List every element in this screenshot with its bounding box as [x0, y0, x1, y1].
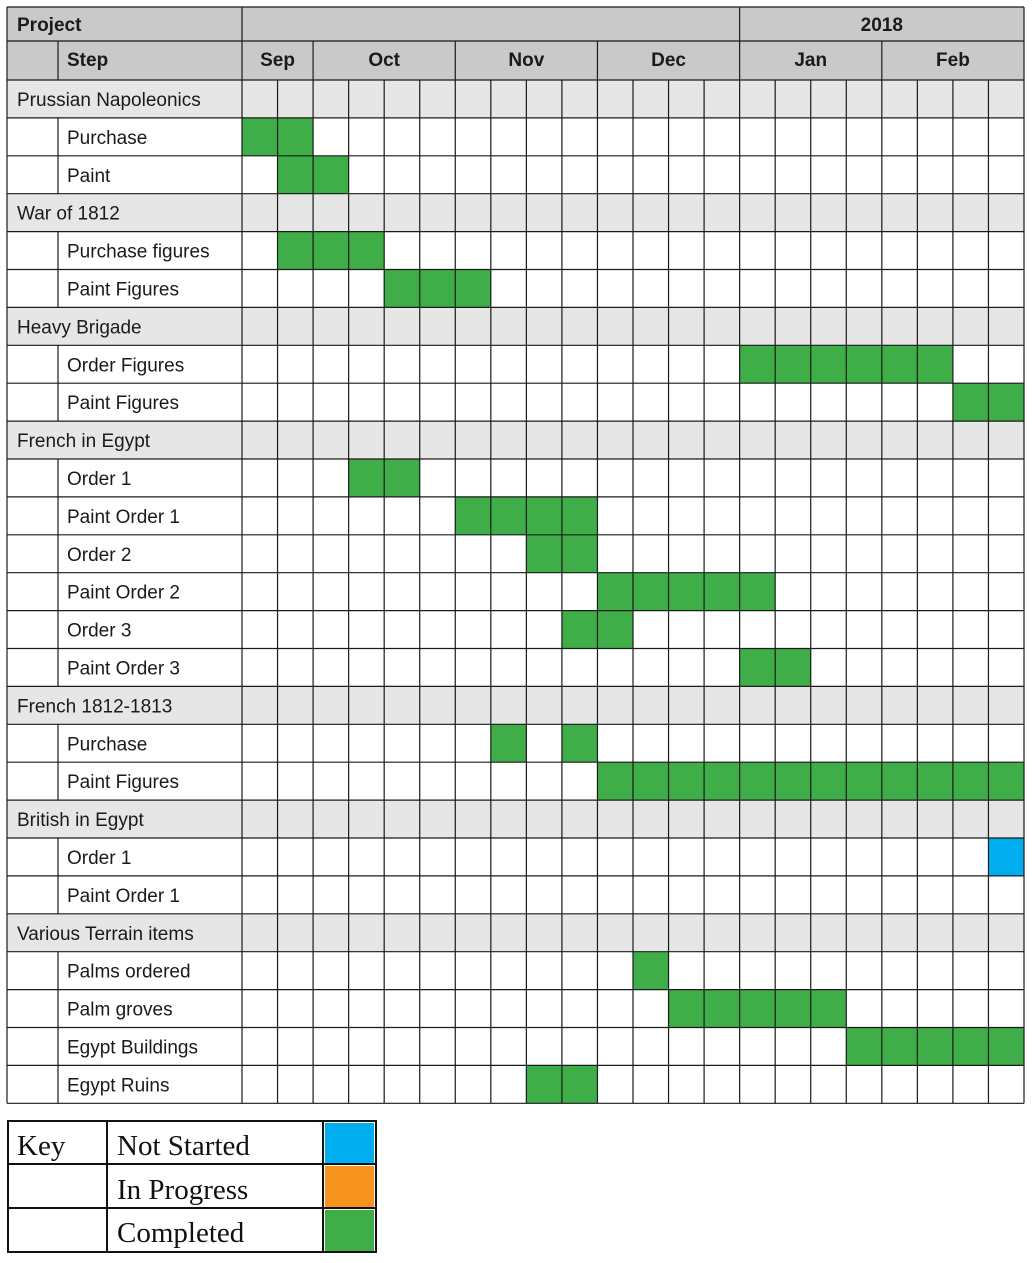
task-cell-completed [455, 497, 491, 535]
key-label-in-progress: In Progress [117, 1174, 249, 1206]
task-cell-completed [562, 1065, 598, 1103]
step-name: Paint [67, 165, 111, 187]
month-label: Nov [508, 50, 545, 71]
step-name: Paint Order 2 [67, 582, 180, 604]
step-name: Order 3 [67, 620, 132, 642]
task-cell-completed [491, 497, 527, 535]
project-name: French 1812-1813 [17, 696, 173, 718]
task-cell-completed [278, 118, 314, 156]
task-cell-completed [811, 762, 847, 800]
task-cell-completed [953, 1028, 989, 1066]
step-name: Order 1 [67, 847, 132, 869]
project-name: French in Egypt [17, 431, 151, 453]
task-cell-completed [526, 497, 562, 535]
task-cell-completed [917, 1028, 953, 1066]
project-name: Various Terrain items [17, 923, 194, 945]
task-cell-completed [562, 611, 598, 649]
step-name: Paint Order 3 [67, 658, 180, 680]
task-cell-completed [846, 1028, 882, 1066]
task-cell-completed [775, 990, 811, 1028]
task-cell-completed [953, 383, 989, 421]
task-cell-completed [384, 270, 420, 308]
step-name: Order Figures [67, 355, 185, 377]
task-cell-completed [669, 573, 705, 611]
task-cell-completed [882, 1028, 918, 1066]
task-cell-completed [988, 1028, 1024, 1066]
project-row-background [7, 421, 1024, 459]
task-cell-completed [526, 1065, 562, 1103]
step-name: Purchase [67, 734, 148, 756]
task-cell-completed [740, 649, 776, 687]
task-cell-not-started [988, 838, 1024, 876]
task-cell-completed [775, 649, 811, 687]
task-cell-completed [988, 383, 1024, 421]
step-name: Egypt Ruins [67, 1075, 170, 1097]
step-header: Step [67, 50, 109, 71]
task-cell-completed [740, 345, 776, 383]
task-cell-completed [455, 270, 491, 308]
task-cell-completed [740, 762, 776, 800]
step-name: Paint Figures [67, 279, 179, 301]
step-name: Paint Order 1 [67, 885, 180, 907]
task-cell-completed [242, 118, 278, 156]
task-cell-completed [349, 232, 385, 270]
task-cell-completed [882, 762, 918, 800]
project-name: Heavy Brigade [17, 317, 142, 339]
step-name: Palm groves [67, 999, 173, 1021]
task-cell-completed [278, 156, 314, 194]
task-cell-completed [882, 345, 918, 383]
month-label: Sep [260, 50, 295, 71]
project-row-background [7, 800, 1024, 838]
step-name: Purchase [67, 127, 148, 149]
task-cell-completed [597, 762, 633, 800]
task-cell-completed [917, 345, 953, 383]
project-name: Prussian Napoleonics [17, 89, 201, 111]
task-cell-completed [775, 762, 811, 800]
task-cell-completed [811, 990, 847, 1028]
key-label-not-started: Not Started [117, 1130, 250, 1162]
task-cell-completed [669, 762, 705, 800]
key-swatch-completed [325, 1210, 374, 1251]
key-title: Key [17, 1130, 66, 1162]
task-cell-completed [420, 270, 456, 308]
task-cell-completed [313, 156, 349, 194]
task-cell-completed [562, 497, 598, 535]
task-cell-completed [704, 573, 740, 611]
step-name: Palms ordered [67, 961, 191, 983]
month-label: Feb [936, 50, 970, 71]
task-cell-completed [278, 232, 314, 270]
year-label: 2018 [860, 15, 903, 36]
task-cell-completed [953, 762, 989, 800]
step-name: Order 2 [67, 544, 132, 566]
step-name: Paint Order 1 [67, 506, 180, 528]
step-name: Purchase figures [67, 241, 210, 263]
key-label-completed: Completed [117, 1217, 245, 1249]
step-name: Egypt Buildings [67, 1037, 198, 1059]
task-cell-completed [846, 762, 882, 800]
key-swatch-not-started [325, 1123, 374, 1163]
task-cell-completed [384, 459, 420, 497]
task-cell-completed [597, 611, 633, 649]
project-header: Project [17, 15, 82, 36]
task-cell-completed [349, 459, 385, 497]
legend-key [7, 1120, 377, 1253]
task-cell-completed [846, 345, 882, 383]
task-cell-completed [811, 345, 847, 383]
task-cell-completed [633, 762, 669, 800]
task-cell-completed [491, 724, 527, 762]
task-cell-completed [669, 990, 705, 1028]
task-cell-completed [704, 762, 740, 800]
project-name: War of 1812 [17, 203, 120, 225]
project-row-background [7, 307, 1024, 345]
task-cell-completed [988, 762, 1024, 800]
month-label: Oct [368, 50, 401, 71]
month-label: Jan [794, 50, 828, 71]
task-cell-completed [562, 724, 598, 762]
task-cell-completed [740, 573, 776, 611]
task-cell-completed [740, 990, 776, 1028]
task-cell-completed [633, 573, 669, 611]
task-cell-completed [526, 535, 562, 573]
project-name: British in Egypt [17, 810, 144, 832]
step-name: Order 1 [67, 468, 132, 490]
month-label: Dec [651, 50, 686, 71]
task-cell-completed [597, 573, 633, 611]
step-name: Paint Figures [67, 393, 179, 415]
step-name: Paint Figures [67, 772, 179, 794]
project-row-background [7, 194, 1024, 232]
key-swatch-in-progress [325, 1166, 374, 1207]
task-cell-completed [704, 990, 740, 1028]
task-cell-completed [562, 535, 598, 573]
task-cell-completed [313, 232, 349, 270]
task-cell-completed [917, 762, 953, 800]
task-cell-completed [775, 345, 811, 383]
task-cell-completed [633, 952, 669, 990]
